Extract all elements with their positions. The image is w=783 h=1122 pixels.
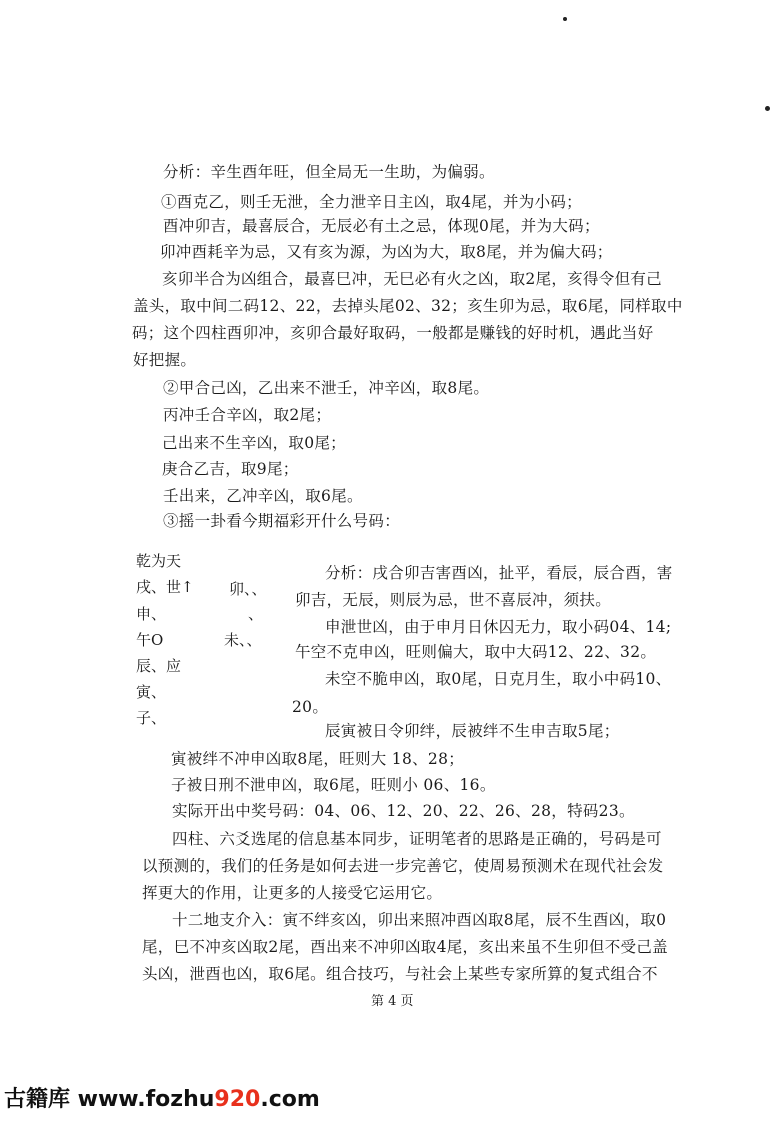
text-line: ③摇一卦看今期福彩开什么号码： xyxy=(163,512,401,530)
text-line: ②甲合己凶，乙出来不泄壬，冲辛凶，取8尾。 xyxy=(163,379,490,397)
scan-speck xyxy=(765,106,770,111)
text-line: 四柱、六爻选尾的信息基本同步，证明笔者的思路是正确的，号码是可 xyxy=(172,830,662,848)
watermark-part: 920 xyxy=(214,1087,261,1112)
text-line: 庚合乙吉，取9尾； xyxy=(162,460,299,478)
analysis-line: 申泄世凶，由于申月日休囚无力，取小码04、14; xyxy=(325,618,672,636)
text-line: 丙冲壬合辛凶，取2尾； xyxy=(163,406,332,424)
text-line: 子被日刑不泄申凶，取6尾，旺则小 06、16。 xyxy=(171,776,496,794)
text-line: 寅被绊不冲申凶取8尾，旺则大 18、28； xyxy=(171,750,465,768)
analysis-line: 卯吉，无辰，则辰为忌，世不喜辰冲，须扶。 xyxy=(295,591,612,609)
hexagram-line: 申、 xyxy=(136,605,167,623)
analysis-line: 20。 xyxy=(292,698,329,716)
hexagram-line: 辰、应 xyxy=(136,657,182,675)
hexagram-line: 戌、世↑ xyxy=(136,578,194,596)
text-line: 挥更大的作用，让更多的人接受它运用它。 xyxy=(142,884,443,902)
hexagram-line: 未、、 xyxy=(224,631,262,649)
analysis-line: 午空不克申凶，旺则偏大，取中大码12、22、32。 xyxy=(295,643,657,661)
hexagram-line: 、 xyxy=(248,605,264,623)
hexagram-line: 寅、 xyxy=(136,683,167,701)
text-line: 分析：辛生酉年旺，但全局无一生助，为偏弱。 xyxy=(163,163,495,181)
text-line: 卯冲酉耗辛为忌，又有亥为源，为凶为大，取8尾，并为偏大码； xyxy=(160,243,613,261)
text-line: 码；这个四柱酉卯冲，亥卯合最好取码，一般都是赚钱的好时机，遇此当好 xyxy=(132,324,654,342)
hexagram-line: 卯、、 xyxy=(229,580,267,598)
text-line: 亥卯半合为凶组合，最喜巳冲，无巳必有火之凶，取2尾，亥得令但有己 xyxy=(162,270,662,288)
analysis-line: 辰寅被日令卯绊，辰被绊不生申吉取5尾； xyxy=(325,722,620,740)
text-line: 壬出来，乙冲辛凶，取6尾。 xyxy=(163,487,363,505)
text-line: 以预测的，我们的任务是如何去进一步完善它，使周易预测术在现代社会发 xyxy=(142,857,664,875)
scan-speck xyxy=(563,17,567,21)
analysis-line: 未空不脆申凶，取0尾，日克月生，取小中码10、 xyxy=(325,670,672,688)
text-line: 好把握。 xyxy=(133,351,197,369)
hexagram-line: 午O xyxy=(136,631,164,649)
watermark-part: 古籍库 www.fozhu xyxy=(4,1087,215,1112)
text-line: 己出来不生辛凶，取0尾； xyxy=(162,434,346,452)
text-line: 头凶，泄酉也凶，取6尾。组合技巧，与社会上某些专家所算的复式组合不 xyxy=(142,965,658,983)
site-watermark xyxy=(0,1078,320,1122)
text-line: 实际开出中奖号码：04、06、12、20、22、26、28，特码23。 xyxy=(172,802,635,820)
analysis-line: 分析：戌合卯吉害酉凶，扯平，看辰，辰合酉，害 xyxy=(325,564,673,582)
text-line: 酉冲卯吉，最喜辰合，无辰必有土之忌，体现0尾，并为大码； xyxy=(163,217,600,235)
watermark-part: .com xyxy=(260,1087,320,1112)
hexagram-title: 乾为天 xyxy=(136,552,182,570)
page-number: 第 4 页 xyxy=(371,994,414,1009)
hexagram-line: 子、 xyxy=(136,709,167,727)
text-line: ①酉克乙，则壬无泄，全力泄辛日主凶，取4尾，并为小码； xyxy=(161,193,582,211)
text-line: 盖头，取中间二码12、22，去掉头尾02、32；亥生卯为忌，取6尾，同样取中 xyxy=(133,297,683,315)
text-line: 尾，巳不冲亥凶取2尾，酉出来不冲卯凶取4尾，亥出来虽不生卯但不受己盖 xyxy=(142,938,668,956)
text-line: 十二地支介入：寅不绊亥凶，卯出来照冲酉凶取8尾，辰不生酉凶，取0 xyxy=(172,911,667,929)
